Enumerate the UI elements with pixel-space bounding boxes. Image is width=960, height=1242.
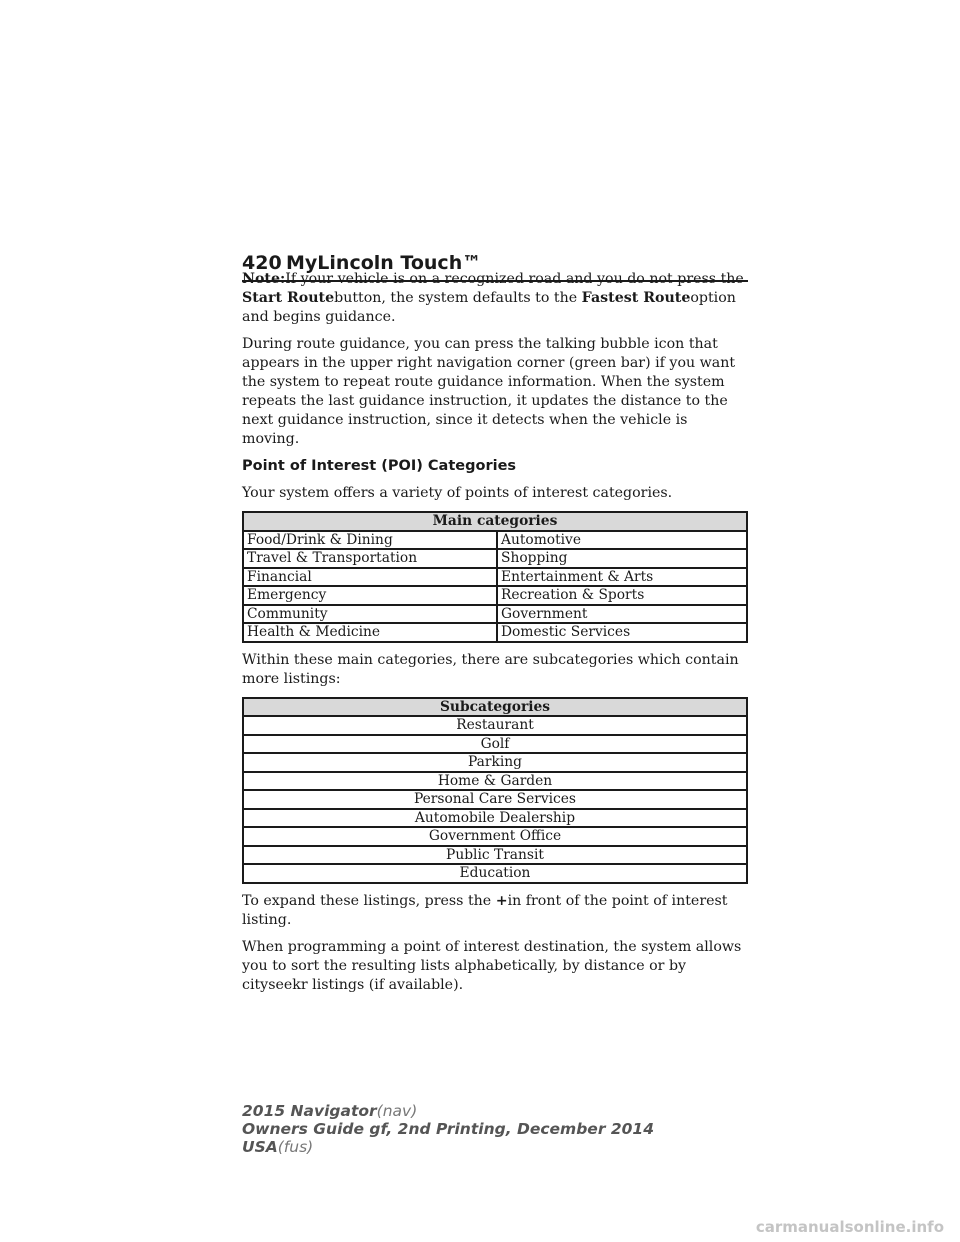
table-cell: Food/Drink & Dining [243,531,497,550]
footer-guide-info: Owners Guide gf, 2nd Printing, December 2014 [242,1120,654,1138]
table-row [243,790,747,809]
table-row [243,623,747,642]
page-footer [242,1102,654,1156]
footer-line-2 [242,1120,654,1138]
note-label: Note: [242,271,286,287]
note-text-3: option and begins guidance. [242,290,736,325]
table-cell: Shopping [497,549,747,568]
poi-heading: Point of Interest (POI) Categories [242,458,517,474]
page-content [242,270,748,1003]
watermark: carmanualsonline.info [755,1218,944,1236]
table-cell: Restaurant [243,716,747,735]
table-row [243,716,747,735]
table-header-row [243,512,747,531]
table-cell: Personal Care Services [243,790,747,809]
table-cell: Government [497,605,747,624]
table-cell: Public Transit [243,846,747,865]
plus-symbol: + [495,892,508,909]
start-route-term: Start Route [242,290,335,306]
route-guidance-paragraph: During route guidance, you can press the talking bubble icon that appears in the upper right navigation corner (green bar) if you want the system to repeat route guidance information. When the system repeats the last guidance instruction, it updates the distance to the next guidance instruction, since it detects when the vehicle is moving. [242,336,736,447]
footer-market-code: (fus) [277,1138,314,1156]
note-text-1: If your vehicle is on a recognized road and you do not press the [285,271,744,287]
page-number: 420 [242,252,282,274]
expand-text-2: in front of the point of interest listing. [242,892,728,928]
table-header-row [243,698,747,717]
table-row [243,753,747,772]
expand-text-1: To expand these listings, press the [242,892,492,909]
table-cell: Automotive [497,531,747,550]
table-cell: Recreation & Sports [497,586,747,605]
table-cell: Parking [243,753,747,772]
subcategories-header: Subcategories [243,698,747,717]
footer-model-code: (nav) [376,1102,418,1120]
table-row [243,735,747,754]
table-row [243,846,747,865]
section-title: MyLincoln Touch™ [286,252,482,274]
table-cell: Golf [243,735,747,754]
table-cell: Entertainment & Arts [497,568,747,587]
poi-intro: Your system offers a variety of points of interest categories. [242,485,673,501]
table-cell: Community [243,605,497,624]
table-cell: Government Office [243,827,747,846]
table-row [243,549,747,568]
table-cell: Domestic Services [497,623,747,642]
subcategories-table [242,697,748,884]
table-row [243,605,747,624]
subcategories-intro: Within these main categories, there are subcategories which contain more listings: [242,651,739,687]
note-text-2: button, the system defaults to the [334,290,578,306]
table-row [243,864,747,883]
table-row [243,772,747,791]
table-cell: Health & Medicine [243,623,497,642]
note-paragraph [242,270,748,327]
expand-paragraph [242,892,748,930]
table-row [243,827,747,846]
table-row [243,531,747,550]
footer-line-3 [242,1138,654,1156]
table-cell: Travel & Transportation [243,549,497,568]
table-cell: Education [243,864,747,883]
table-cell: Financial [243,568,497,587]
main-categories-header: Main categories [243,512,747,531]
footer-model: 2015 Navigator [242,1102,377,1120]
table-cell: Home & Garden [243,772,747,791]
table-cell: Automobile Dealership [243,809,747,828]
main-categories-table [242,511,748,643]
footer-line-1 [242,1102,654,1120]
table-row [243,568,747,587]
table-cell: Emergency [243,586,497,605]
sorting-paragraph: When programming a point of interest destination, the system allows you to sort the resulting lists alphabetically, by distance or by cityseekr listings (if available). [242,938,742,993]
fastest-route-term: Fastest Route [581,290,691,306]
table-row [243,586,747,605]
footer-market: USA [242,1138,278,1156]
table-row [243,809,747,828]
